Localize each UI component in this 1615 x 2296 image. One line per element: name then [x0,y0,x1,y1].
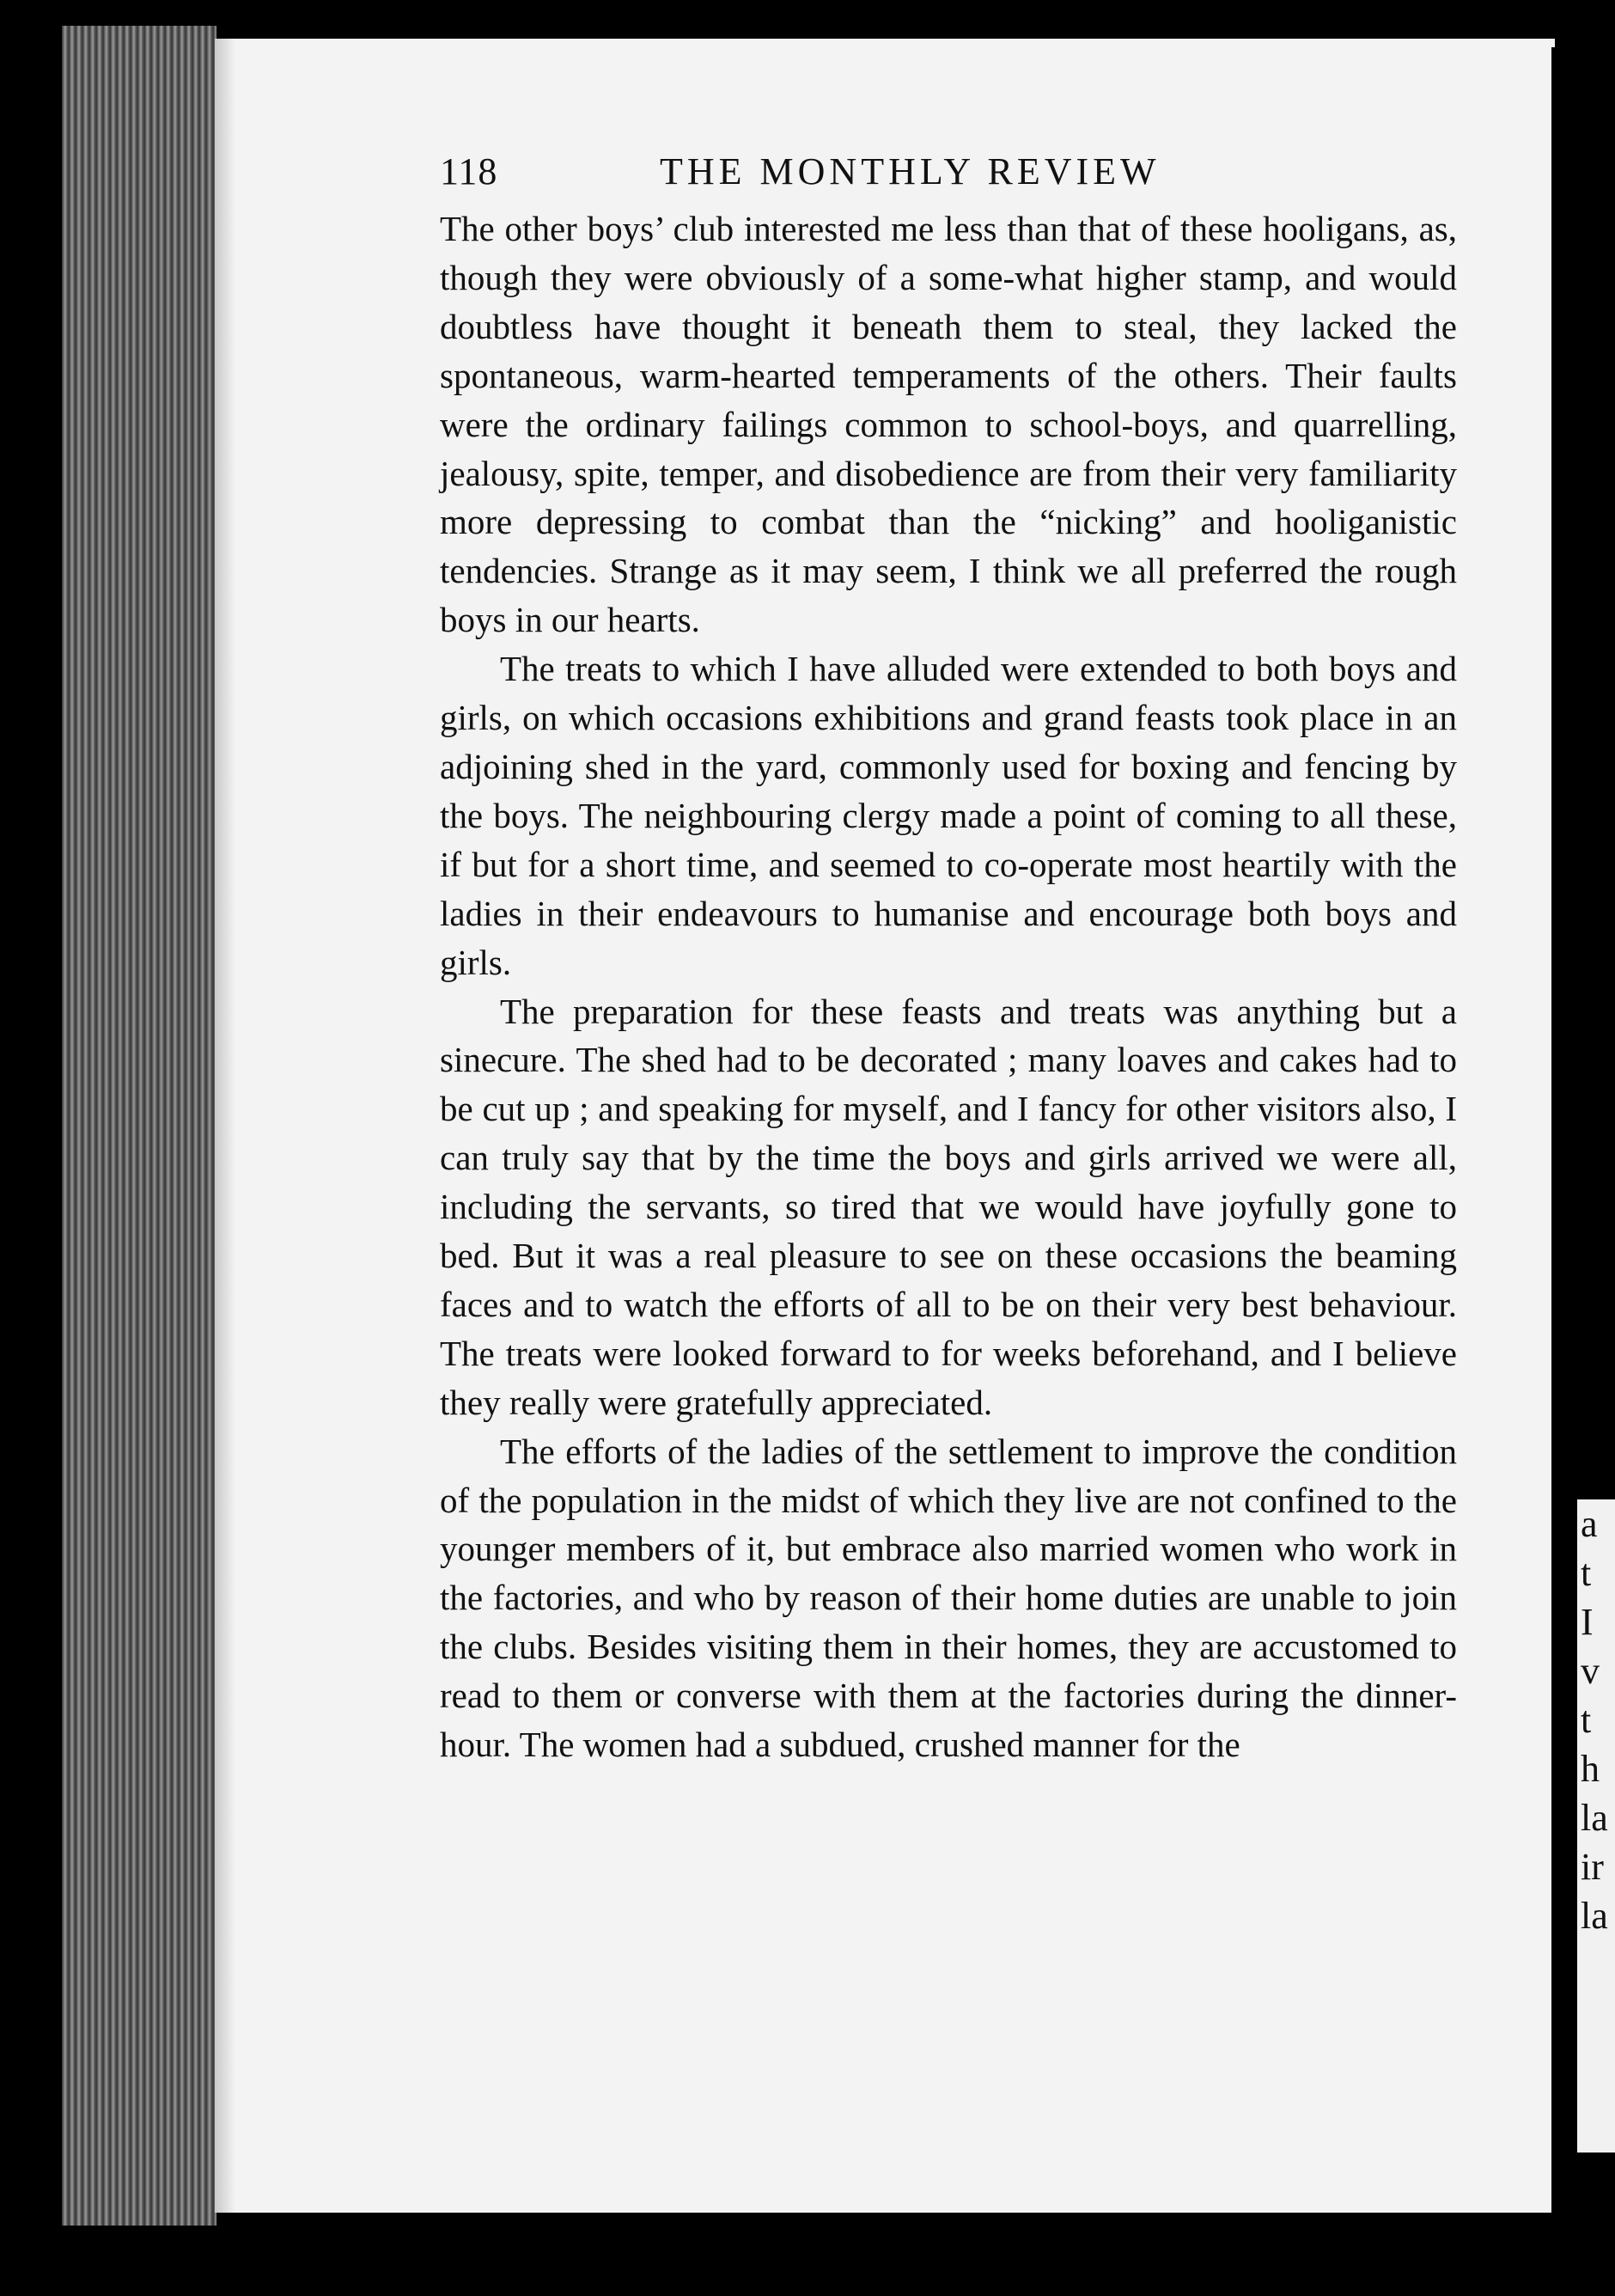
facing-page-fragment: ir [1581,1846,1604,1888]
facing-page-fragment: t [1581,1552,1592,1594]
facing-page-fragment: v [1581,1650,1600,1692]
paragraph: The treats to which I have alluded were extended to both boys and girls, on which occasions exhibitions and grand feasts took place in an adjoining shed in the yard, commonly used for boxing and fencing by the boys. The neighbouring clergy made a point of coming to all these, if but for a short time, and seemed to co-operate most heartily with the ladies in their endeavours to humanise and encourage both boys and girls. [440,649,1457,982]
page-gutter-shadow [215,39,235,2213]
facing-page-fragment: I [1581,1601,1594,1643]
facing-page-fragment: h [1581,1748,1600,1790]
facing-page-fragment: la [1581,1797,1608,1839]
facing-page-fragment: t [1581,1699,1592,1741]
page-number: 118 [440,150,498,192]
facing-page [1551,47,1615,2238]
running-title: THE MONTHLY REVIEW [660,150,1161,192]
facing-page-sliver [1577,1499,1615,2152]
paragraph: The preparation for these feasts and treats was anything but a sinecure. The shed had to be decorated ; many loaves and cakes had to be cut up ; and speaking for myself, and I fancy for other visitors also, I can truly say that by the time the boys and girls arrived we were all, including the servants, so tired that we would have joyfully gone to bed. But it was a real pleasure to see on these occasions the beaming faces and to watch the efforts of all to be on their very best behaviour. The treats were looked forward to for weeks beforehand, and I believe they really were gratefully appreciated. [440,991,1457,1422]
facing-page-fragment: a [1581,1503,1598,1545]
page-content [440,143,1457,1769]
facing-page-fragment: la [1581,1895,1608,1937]
paragraph: The other boys’ club interested me less than that of these hooligans, as, though they were obviously of a some-what higher stamp, and would doubtless have thought it beneath them to steal, they lacked the spontaneous, warm-hearted temperaments of the others. Their faults were the ordinary failings common to school-boys, and quarrelling, jealousy, spite, temper, and disobedience are from their very familiarity more depressing to combat than the “nicking” and hooliganistic tendencies. Strange as it may seem, I think we all preferred the rough boys in our hearts. [440,209,1457,640]
paragraph: The efforts of the ladies of the settlement to improve the condition of the population in the midst of which they live are not confined to the younger members of it, but embrace also married women who work in the factories, and who by reason of their home duties are unable to join the clubs. Besides visiting them in their homes, they are accustomed to read to them or converse with them at the factories during the dinner-hour. The women had a subdued, crushed manner for the [440,1431,1457,1765]
page-edges [62,26,216,2226]
page-header [440,143,1457,203]
